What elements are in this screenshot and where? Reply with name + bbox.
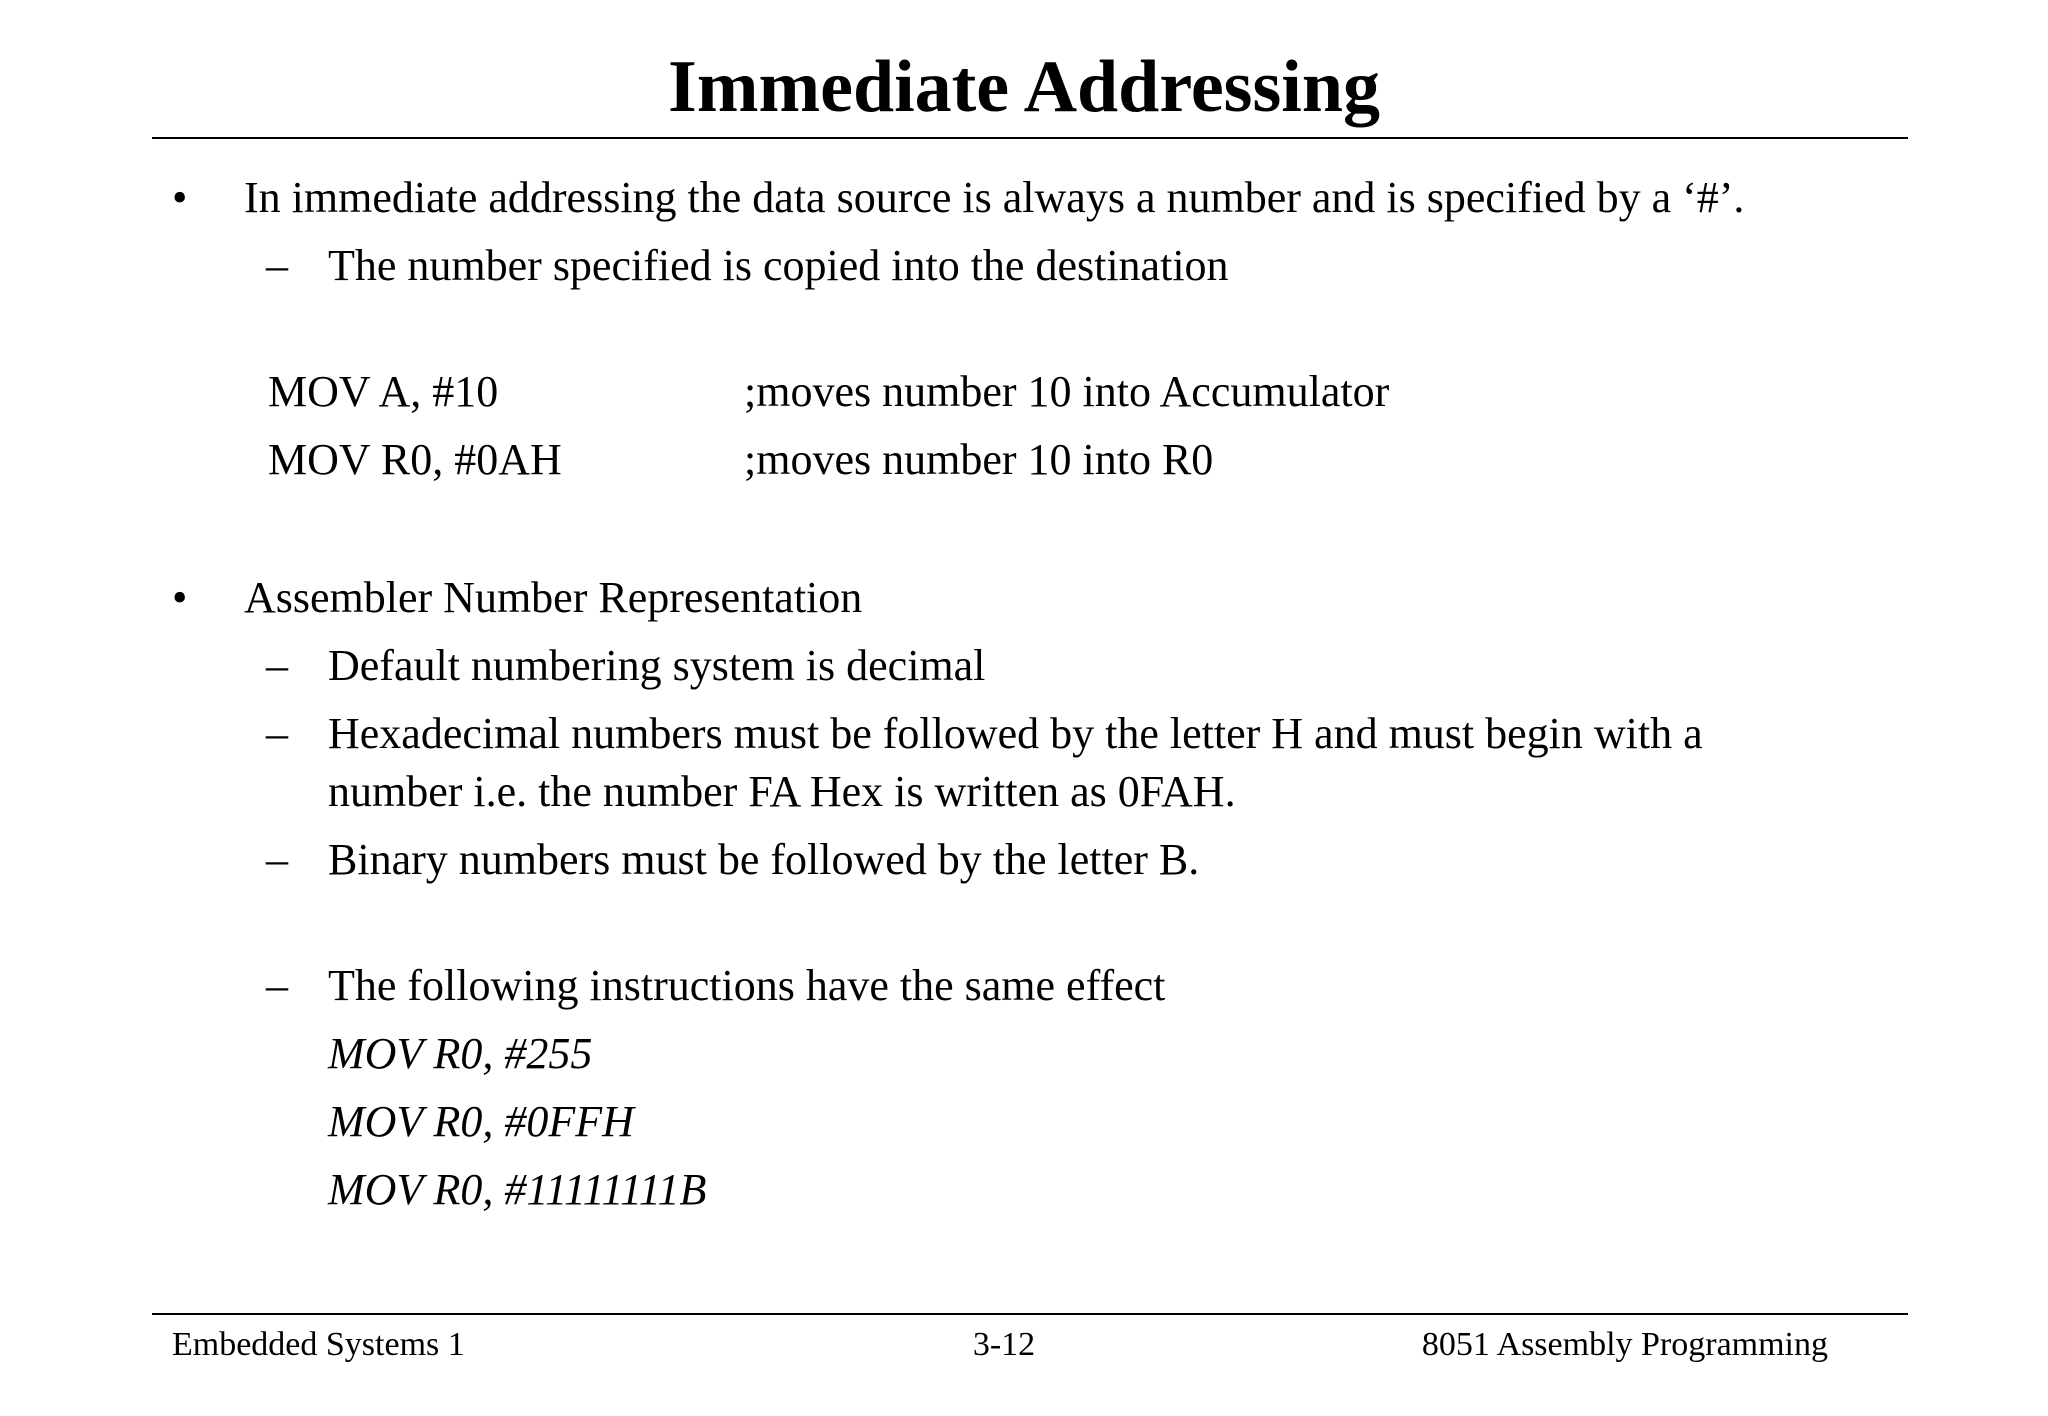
same-effect-instruction: MOV R0, #255: [328, 1029, 593, 1078]
bullet-text-immediate-addressing: In immediate addressing the data source is always a number and is specified by a ‘#’.: [244, 173, 1745, 222]
bullet-marker: •: [172, 173, 188, 222]
sub-bullet-marker: –: [266, 641, 288, 690]
sub-bullet-text-decimal: Default numbering system is decimal: [328, 641, 986, 690]
bullet-marker: •: [172, 573, 188, 622]
sub-bullet-marker: –: [266, 961, 288, 1010]
footer-topic: 8051 Assembly Programming: [1421, 1326, 1828, 1363]
same-effect-instruction: MOV R0, #0FFH: [328, 1097, 634, 1146]
title-divider: [152, 137, 1908, 139]
sub-bullet-text-binary: Binary numbers must be followed by the letter B.: [328, 835, 1200, 884]
code-comment: ;moves number 10 into R0: [744, 435, 1214, 484]
sub-bullet-marker: –: [266, 709, 288, 758]
footer-page-number: 3-12: [972, 1326, 1036, 1363]
sub-bullet-marker: –: [266, 835, 288, 884]
sub-bullet-text-hexadecimal: Hexadecimal numbers must be followed by the letter H and must begin with a: [328, 709, 1703, 758]
code-instruction: MOV R0, #0AH: [268, 435, 562, 484]
sub-bullet-text-copied: The number specified is copied into the destination: [328, 241, 1229, 290]
bullet-text-number-representation: Assembler Number Representation: [244, 573, 863, 622]
slide-title: Immediate Addressing: [668, 46, 1380, 128]
sub-bullet-text-same-effect: The following instructions have the same effect: [328, 961, 1166, 1010]
footer-course: Embedded Systems 1: [172, 1326, 465, 1363]
code-instruction: MOV A, #10: [268, 367, 499, 416]
code-comment: ;moves number 10 into Accumulator: [744, 367, 1390, 416]
same-effect-instruction: MOV R0, #11111111B: [328, 1165, 707, 1214]
sub-bullet-marker: –: [266, 241, 288, 290]
sub-bullet-text-hexadecimal-cont: number i.e. the number FA Hex is written as 0FAH.: [328, 767, 1236, 816]
footer-divider: [152, 1313, 1908, 1315]
